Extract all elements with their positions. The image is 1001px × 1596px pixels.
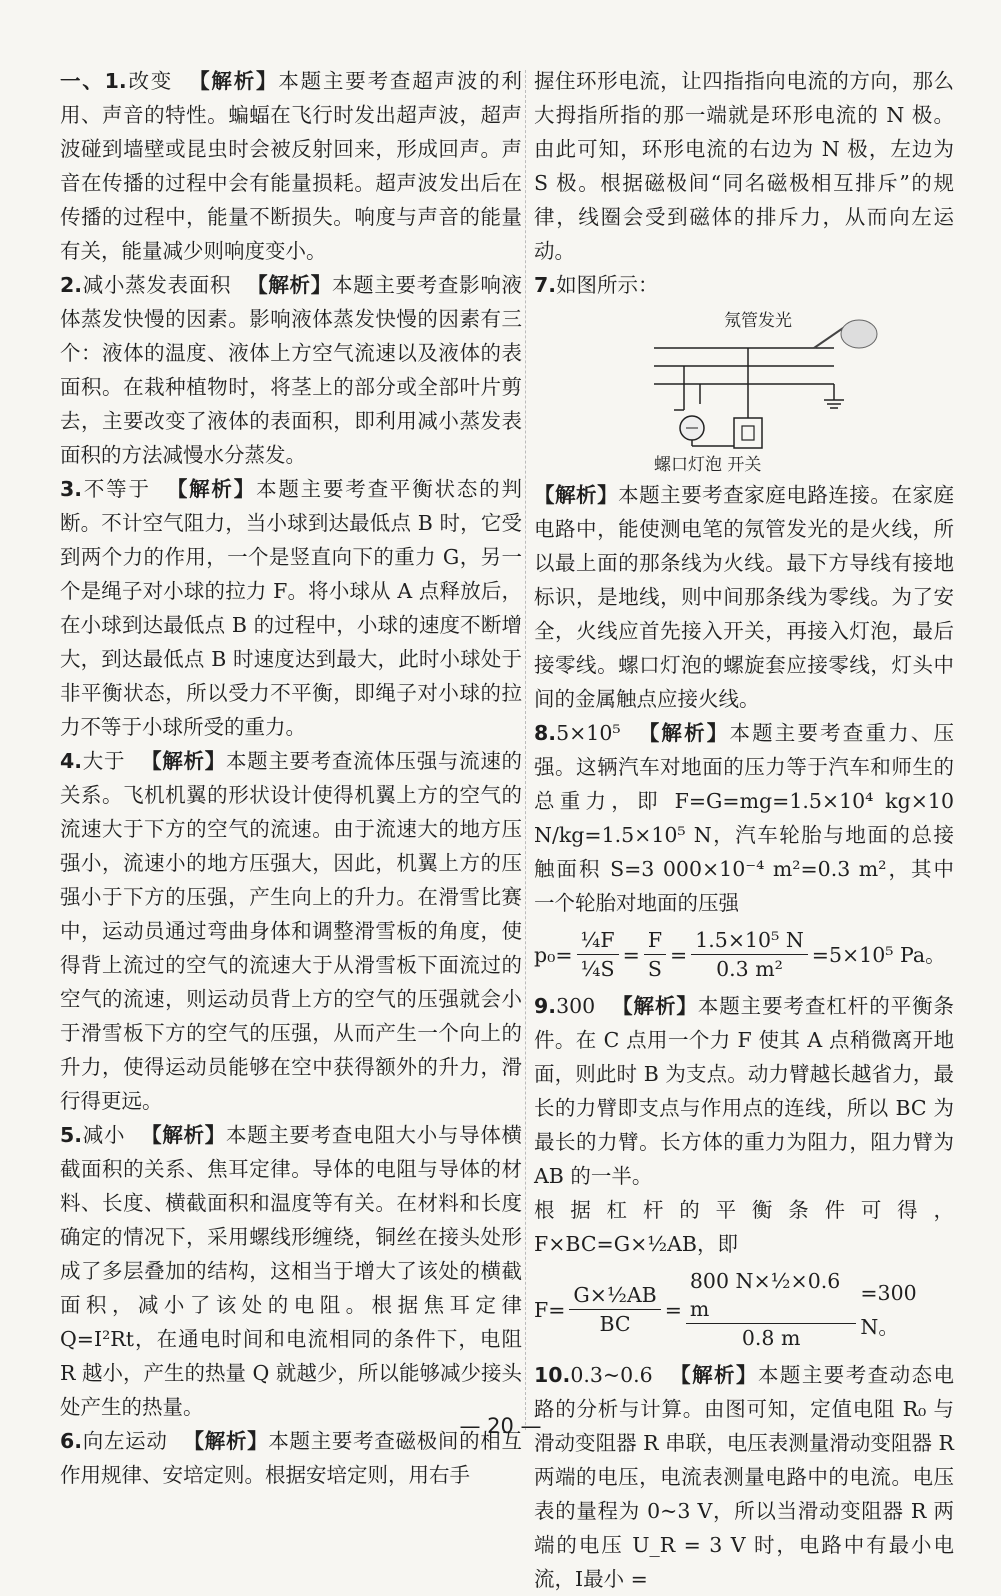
question-1 [60,64,522,268]
eq-rhs: =300 N。 [860,1280,917,1339]
answer: 不等于 [82,477,151,501]
diagram-label-bottom: 螺口灯泡 开关 [654,455,762,474]
right-column [534,64,954,1596]
column-divider [525,70,526,1430]
analysis-text: 本题主要考查杠杆的平衡条件。在 C 点用一个力 F 使其 A 点稍微离开地面，则此时 B 为支点。动力臂越长越省力，最长的力臂即支点与作用点的连线，所以 BC 为最长的力臂。长方体的重力为阻力，阻力臂为 AB 的一半。 [534,994,955,1188]
question-9 [534,989,954,1193]
eq-rhs: =5×10⁵ Pa。 [811,942,946,967]
fraction-numeric: $\frac{\text{800 N×½×0.6 m}}{0.8 m}$ [686,1267,856,1352]
analysis-text: 本题主要考查平衡状态的判断。不计空气阻力，当小球到达最低点 B 时，它受到两个力的作用，一个是竖直向下的重力 G，另一个是绳子对小球的拉力 F。将小球从 A 点释放后，在小球到达最低点 B 的过程中，小球的速度不断增大，到达最低点 B 时速度达到最大，此时小球处于非平衡状态，所以受力不平衡，即绳子对小球的拉力不等于小球所受的重力。 [60,477,522,739]
question-number: 一、1. [60,69,127,93]
answer: 减小蒸发表面积 [82,273,232,297]
fraction-symbolic: $\frac{\text{G×½AB}}{BC}$ [569,1281,660,1338]
eq-lhs: F= [534,1297,566,1322]
analysis-text: 本题主要考查磁极间的相互作用规律、安培定则。根据安培定则，用右手 [60,1429,523,1487]
question-number: 4. [60,749,83,773]
answer: 5×10⁵ [556,721,621,745]
question-2 [60,268,522,472]
ground-symbol-icon [824,384,844,408]
pressure-equation: p₀= $\frac{\text{¼F}}{\text{¼S}}$ = $\frac{F}{S}$ = $\frac{\text{1.5×10⁵ N}}{\text{0.3 m²}}$ =5×10⁵ Pa。 [534,928,946,981]
answer: 大于 [82,749,126,773]
question-number: 6. [60,1429,83,1453]
question-7 [534,268,954,302]
question-4 [60,744,522,1118]
analysis-tag: 【解析】 [189,69,279,93]
question-number: 9. [534,994,557,1018]
question-3 [60,472,522,744]
analysis-tag: 【解析】 [636,721,730,745]
answer: 改变 [126,69,174,93]
analysis-text: 本题主要考查家庭电路连接。在家庭电路中，能使测电笔的氖管发光的是火线，所以最上面的那条线为火线。最下方导线有接地标识，是地线，则中间那条线为零线。为了安全，火线应首先接入开关，再接入灯泡，最后接零线。螺口灯泡的螺旋套应接零线，灯头中间的金属触点应接火线。 [534,483,955,711]
question-number: 8. [534,721,557,745]
fraction-quarter: $\frac{\text{¼F}}{\text{¼S}}$ [577,926,619,983]
analysis-text: 本题主要考查超声波的利用、声音的特性。蝙蝠在飞行时发出超声波，超声波碰到墙壁或昆虫时会被反射回来，形成回声。声音在传播的过程中会有能量损耗。超声波发出后在传播的过程中，能量不断损失。响度与声音的能量有关，能量减少则响度变小。 [60,69,522,263]
question-8 [534,716,954,920]
answer: 0.3~0.6 [570,1363,653,1387]
analysis-tag: 【解析】 [141,1123,226,1147]
question-5 [60,1118,522,1424]
answer: 减小 [82,1123,126,1147]
analysis-tag: 【解析】 [668,1363,758,1387]
answer: 300 [556,994,596,1018]
question-number: 2. [60,273,83,297]
analysis-tag: 【解析】 [611,994,698,1018]
test-pen-icon [814,320,877,348]
fraction-values: $\frac{\text{1.5×10⁵ N}}{\text{0.3 m²}}$ [691,926,808,983]
eq-lhs: p₀= [534,942,573,967]
analysis-tag: 【解析】 [166,477,257,501]
question-9-line2: 根据杠杆的平衡条件可得，F×BC=G×½AB，即 [534,1198,954,1256]
fraction-f-over-s: $\frac{F}{S}$ [644,926,666,983]
circuit-diagram [614,304,894,474]
analysis-text: 本题主要考查重力、压强。这辆汽车对地面的压力等于汽车和师生的总重力，即 F=G=mg=1.5×10⁴ kg×10 N/kg=1.5×10⁵ N，汽车轮胎与地面的总接触面积 S=3 000×10⁻⁴ m²=0.3 m²，其中一个轮胎对地面的压强 [534,721,954,915]
analysis-text: 本题主要考查影响液体蒸发快慢的因素。影响液体蒸发快慢的因素有三个：液体的温度、液体上方空气流速以及液体的表面积。在栽种植物时，将茎上的部分或全部叶片剪去，主要改变了液体的表面积，即利用减小蒸发表面积的方法减慢水分蒸发。 [60,273,523,467]
lever-equation: F= $\frac{\text{G×½AB}}{BC}$ = $\frac{\text{800 N×½×0.6 m}}{0.8 m}$ =300 N。 [534,1267,954,1352]
analysis-text: 本题主要考查流体压强与流速的关系。飞机机翼的形状设计使得机翼上方的空气的流速大于下方的空气的流速。由于流速大的地方压强小，流速小的地方压强大，因此，机翼上方的压强小于下方的压强，产生向上的升力。在滑雪比赛中，运动员通过弯曲身体和调整滑雪板的角度，使得背上流过的空气的流速大于从滑雪板下面流过的空气的流速，则运动员背上方的空气的压强就会小于滑雪板下方的空气的压强，从而产生一个向上的升力，使得运动员能够在空中获得额外的升力，滑行得更远。 [60,749,523,1113]
answer: 如图所示： [556,273,659,297]
question-number: 7. [534,273,557,297]
analysis-tag: 【解析】 [247,273,332,297]
question-number: 10. [534,1363,571,1387]
question-6-continued: 握住环形电流，让四指指向电流的方向，那么大拇指所指的那一端就是环形电流的 N 极。由此可知，环形电流的右边为 N 极，左边为 S 极。根据磁极间“同名磁极相互排斥”的规律，线圈会受到磁体的排斥力，从而向左运动。 [534,69,954,263]
switch-icon [734,418,762,448]
analysis-tag: 【解析】 [141,749,226,773]
question-number: 3. [60,477,83,501]
left-column [60,64,522,1492]
analysis-text: 本题主要考查动态电路的分析与计算。由图可知，定值电阻 R₀ 与滑动变阻器 R 串联，电压表测量滑动变阻器 R 两端的电压，电流表测量电路中的电流。电压表的量程为 0~3 V，所以当滑动变阻器 R 两端的电压 U_R = 3 V 时，电路中有最小电流，I最小 = [534,1363,955,1591]
question-10 [534,1358,954,1596]
answer: 向左运动 [82,1429,168,1453]
diagram-label-top: 氖管发光 [724,311,792,331]
page-number: — 20 — [459,1414,542,1438]
question-7-analysis [534,478,954,716]
question-number: 5. [60,1123,83,1147]
analysis-tag: 【解析】 [534,483,619,507]
analysis-tag: 【解析】 [183,1429,269,1453]
bulb-icon [680,416,704,440]
analysis-text: 本题主要考查电阻大小与导体横截面积的关系、焦耳定律。导体的电阻与导体的材料、长度、横截面积和温度等有关。在材料和长度确定的情况下，采用螺线形缠绕，铜丝在接头处形成了多层叠加的结构，这相当于增大了该处的横截面积，减小了该处的电阻。根据焦耳定律 Q=I²Rt，在通电时间和电流相同的条件下，电阻 R 越小，产生的热量 Q 就越少，所以能够减少接头处产生的热量。 [60,1123,523,1419]
